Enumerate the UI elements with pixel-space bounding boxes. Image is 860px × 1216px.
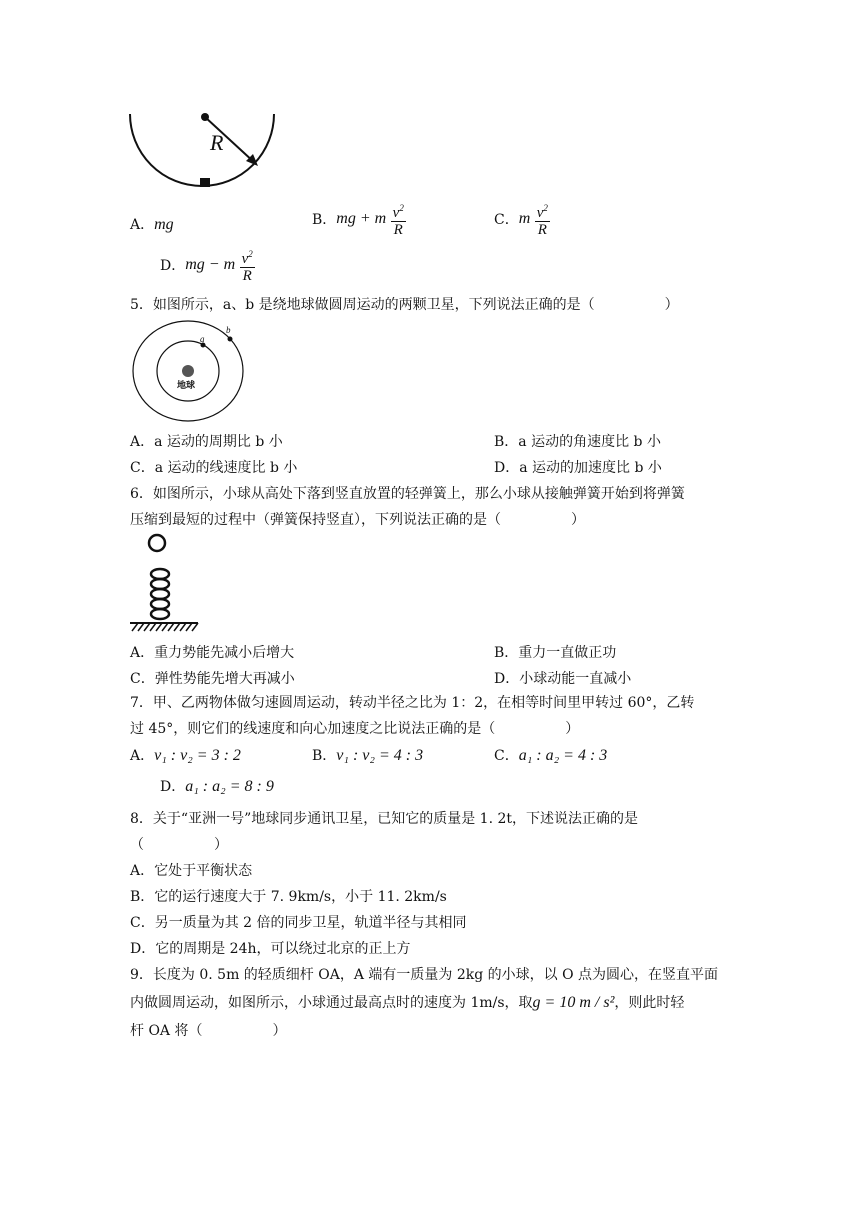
- bowl-figure: [122, 108, 282, 192]
- block-at-bottom: [200, 178, 210, 187]
- q9-stem-line2: 内做圆周运动，如图所示，小球通过最高点时的速度为 1m/s，取g = 10 m / s²，则此时轻: [130, 994, 685, 1011]
- ball-icon: [149, 535, 165, 551]
- q6-option-b: B．重力一直做正功: [494, 645, 617, 661]
- earth-icon: [182, 365, 194, 377]
- q9-stem-line3: 杆 OA 将（ ）: [130, 1023, 287, 1039]
- q5-option-b: B．a 运动的角速度比 b 小: [494, 434, 661, 450]
- q5-option-d: D．a 运动的加速度比 b 小: [494, 460, 662, 476]
- q7-option-a: A．v₁ : v₂ = 3 : 2: [130, 747, 241, 764]
- q7-option-d: D．a₁ : a₂ = 8 : 9: [160, 778, 274, 795]
- q6-option-c: C．弹性势能先增大再减小: [130, 671, 295, 687]
- q4-option-c: C．m $\frac{v^2}{R}$: [494, 200, 550, 238]
- q6-option-a: A．重力势能先减小后增大: [130, 645, 295, 661]
- q8-option-b: B．它的运行速度大于 7. 9km/s，小于 11. 2km/s: [130, 889, 447, 905]
- q8-option-a: A．它处于平衡状态: [130, 863, 253, 879]
- q4-option-b: B．mg + m $\frac{v^2}{R}$: [312, 200, 406, 238]
- q8-option-c: C．另一质量为其 2 倍的同步卫星，轨道半径与其相同: [130, 915, 467, 931]
- q8-stem-line1: 8．关于“亚洲一号”地球同步通讯卫星，已知它的质量是 1. 2t，下述说法正确的是: [130, 811, 639, 827]
- radius-label: R: [210, 130, 224, 155]
- q4-option-a: A．mg: [130, 216, 174, 233]
- q6-stem-line1: 6．如图所示，小球从高处下落到竖直放置的轻弹簧上，那么小球从接触弹簧开始到将弹簧: [130, 486, 685, 502]
- orbit-figure: [130, 320, 248, 428]
- q6-stem-line2: 压缩到最短的过程中（弹簧保持竖直），下列说法正确的是（ ）: [130, 512, 585, 528]
- q8-stem-line2: （ ）: [130, 837, 228, 853]
- spring-figure: [128, 532, 200, 634]
- q9-stem-line1: 9．长度为 0. 5m 的轻质细杆 OA，A 端有一质量为 2kg 的小球，以 O 点为圆心，在竖直平面: [130, 967, 719, 983]
- q5-option-a: A．a 运动的周期比 b 小: [130, 434, 283, 450]
- ground-hatching: [132, 623, 198, 631]
- q7-option-b: B．v₁ : v₂ = 4 : 3: [312, 747, 424, 764]
- bowl-arc: [130, 114, 274, 186]
- q5-stem: 5．如图所示，a、b 是绕地球做圆周运动的两颗卫星，下列说法正确的是（ ）: [130, 297, 679, 313]
- satellite-b-label: b: [226, 325, 231, 335]
- earth-label: 地球: [177, 381, 196, 391]
- q4-option-d: D．mg − m $\frac{v^2}{R}$: [160, 246, 255, 284]
- spring-coils: [151, 569, 169, 619]
- q8-option-d: D．它的周期是 24h，可以绕过北京的正上方: [130, 941, 411, 957]
- q7-stem-line2: 过 45°，则它们的线速度和向心加速度之比说法正确的是（ ）: [130, 721, 580, 737]
- satellite-a-label: a: [200, 334, 205, 344]
- q5-option-c: C．a 运动的线速度比 b 小: [130, 460, 298, 476]
- q6-option-d: D．小球动能一直减小: [494, 671, 632, 687]
- q7-option-c: C．a₁ : a₂ = 4 : 3: [494, 747, 608, 764]
- q7-stem-line1: 7．甲、乙两物体做匀速圆周运动，转动半径之比为 1：2，在相等时间里甲转过 60°，乙转: [130, 695, 695, 711]
- satellite-b-dot: [228, 337, 233, 342]
